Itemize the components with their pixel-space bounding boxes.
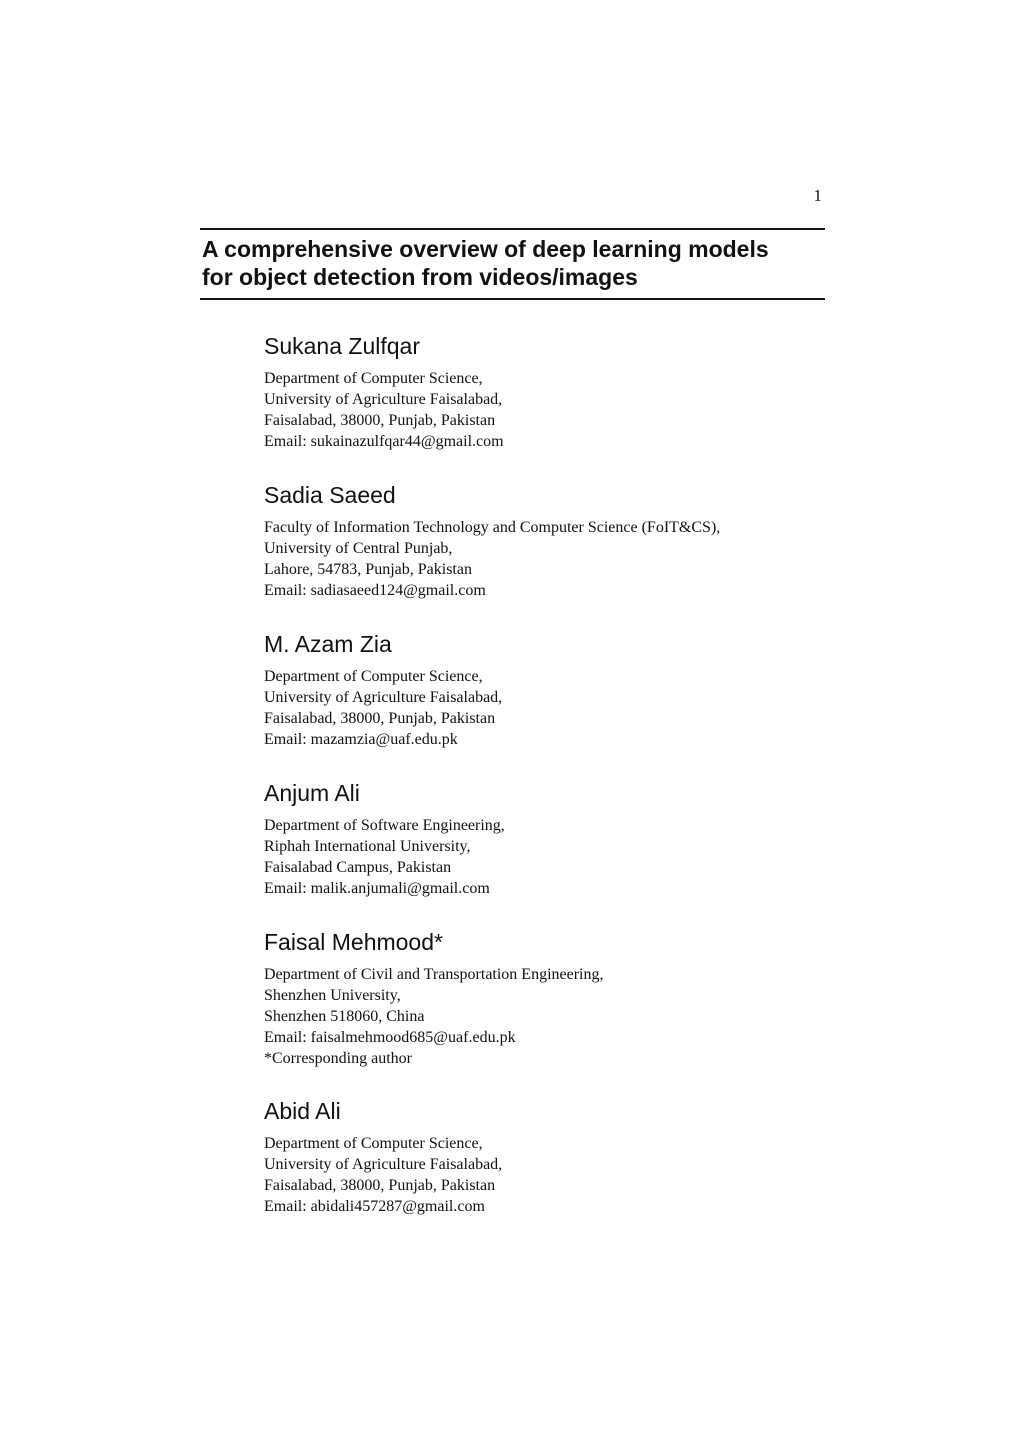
author-name: M. Azam Zia bbox=[264, 631, 392, 657]
author-name: Sadia Saeed bbox=[264, 482, 396, 508]
author-block bbox=[264, 927, 884, 1078]
email-text: Email: sadiasaeed124@gmail.com bbox=[264, 582, 486, 599]
affiliation-line: Faisalabad Campus, Pakistan bbox=[264, 859, 452, 876]
author-block bbox=[264, 480, 884, 611]
affiliation-line: Faisalabad, 38000, Punjab, Pakistan bbox=[264, 710, 496, 727]
paper-title-line-1: A comprehensive overview of deep learning models bbox=[202, 236, 769, 262]
affiliation-line: Shenzhen University, bbox=[264, 987, 401, 1004]
affiliation-line: Department of Civil and Transportation Engineering, bbox=[264, 966, 604, 983]
email-text: Email: malik.anjumali@gmail.com bbox=[264, 880, 490, 897]
title-bottom-rule bbox=[200, 298, 825, 300]
author-block bbox=[264, 629, 884, 760]
author-list bbox=[264, 331, 884, 1245]
author-block bbox=[264, 1096, 884, 1227]
author-name: Faisal Mehmood* bbox=[264, 929, 443, 955]
corresponding-author-note: *Corresponding author bbox=[264, 1050, 412, 1067]
paper-title-line-2: for object detection from videos/images bbox=[202, 264, 638, 290]
affiliation-line: Department of Computer Science, bbox=[264, 668, 483, 685]
paper-title bbox=[202, 235, 822, 291]
affiliation-line: University of Central Punjab, bbox=[264, 540, 453, 557]
author-name: Abid Ali bbox=[264, 1098, 341, 1124]
affiliation-line: Faisalabad, 38000, Punjab, Pakistan bbox=[264, 412, 496, 429]
affiliation-line: Faisalabad, 38000, Punjab, Pakistan bbox=[264, 1177, 496, 1194]
email-text: Email: mazamzia@uaf.edu.pk bbox=[264, 731, 458, 748]
author-block bbox=[264, 778, 884, 909]
title-top-rule bbox=[200, 228, 825, 230]
author-block bbox=[264, 331, 884, 462]
affiliation-line: Department of Computer Science, bbox=[264, 370, 483, 387]
affiliation-line: Shenzhen 518060, China bbox=[264, 1008, 425, 1025]
affiliation-line: Lahore, 54783, Punjab, Pakistan bbox=[264, 561, 472, 578]
page-number: 1 bbox=[813, 186, 822, 205]
email-text: Email: abidali457287@gmail.com bbox=[264, 1198, 485, 1215]
author-name: Anjum Ali bbox=[264, 780, 360, 806]
affiliation-line: University of Agriculture Faisalabad, bbox=[264, 689, 503, 706]
affiliation-line: Department of Computer Science, bbox=[264, 1135, 483, 1152]
affiliation-line: Department of Software Engineering, bbox=[264, 817, 505, 834]
affiliation-line: University of Agriculture Faisalabad, bbox=[264, 1156, 503, 1173]
affiliation-line: Faculty of Information Technology and Computer Science (FoIT&CS), bbox=[264, 519, 721, 536]
email-text: Email: sukainazulfqar44@gmail.com bbox=[264, 433, 504, 450]
affiliation-line: University of Agriculture Faisalabad, bbox=[264, 391, 503, 408]
author-name: Sukana Zulfqar bbox=[264, 333, 420, 359]
email-text: Email: faisalmehmood685@uaf.edu.pk bbox=[264, 1029, 516, 1046]
affiliation-line: Riphah International University, bbox=[264, 838, 471, 855]
